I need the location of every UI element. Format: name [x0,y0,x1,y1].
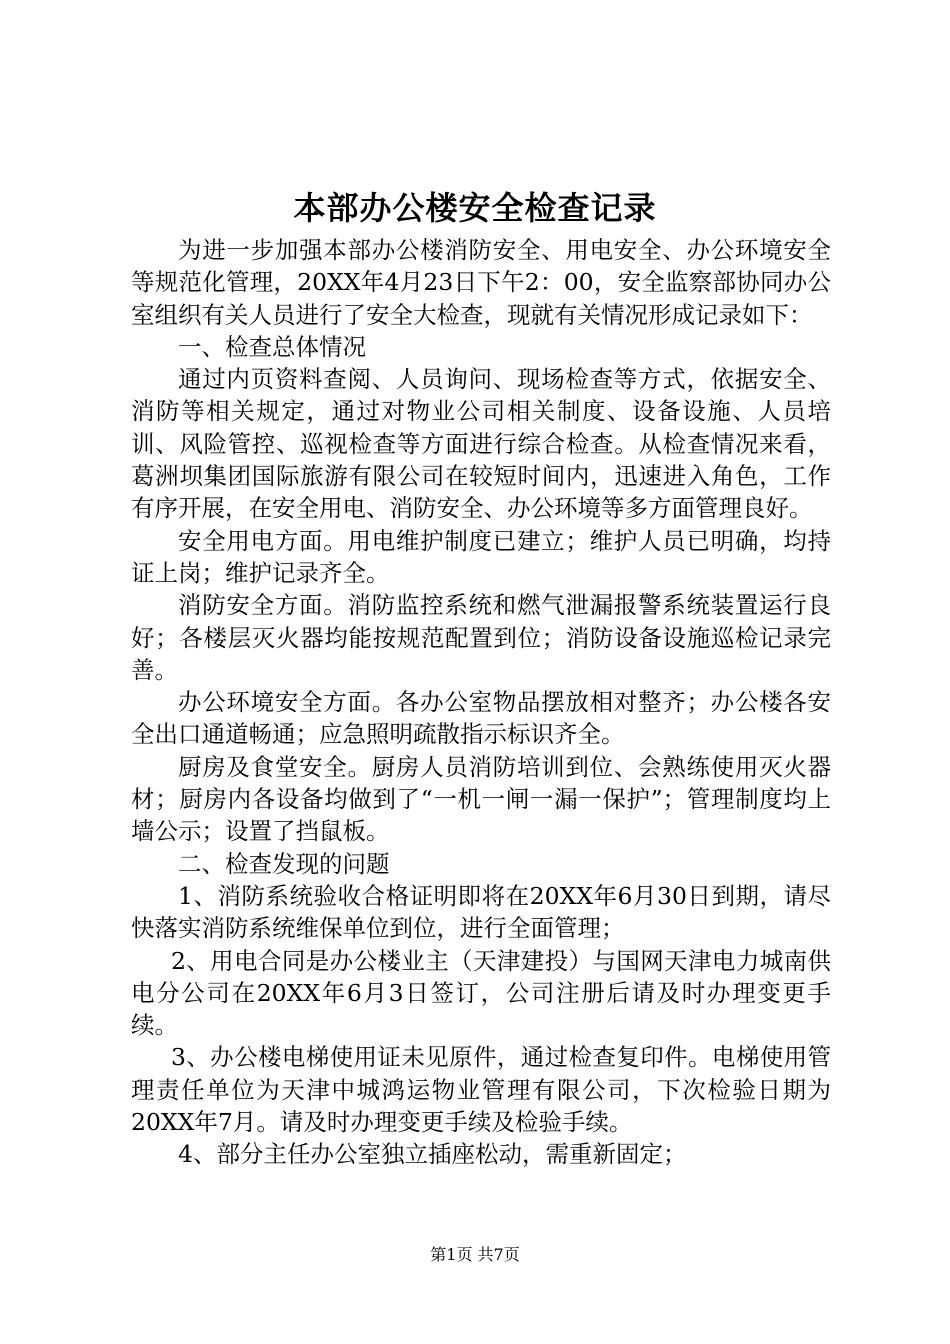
document-title: 本部办公楼安全检查记录 [293,189,657,227]
document-body [131,234,831,1171]
issue-item: 3、办公楼电梯使用证未见原件，通过检查复印件。电梯使用管理责任单位为天津中城鸿运物业管理有限公司，下次检验日期为20XX年7月。请及时办理变更手续及检验手续。 [131,1043,831,1137]
section-heading-issues: 二、检查发现的问题 [178,849,390,878]
issue-item: 4、部分主任办公室独立插座松动，需重新固定； [178,1140,687,1169]
issue-item: 1、消防系统验收合格证明即将在20XX年6月30日到期，请尽快落实消防系统维保单位到位，进行全面管理； [131,881,831,943]
office-environment-paragraph: 办公环境安全方面。各办公室物品摆放相对整齐；办公楼各安全出口通道畅通；应急照明疏散指示标识齐全。 [131,688,831,749]
issue-item: 2、用电合同是办公楼业主（天津建投）与国网天津电力城南供电分公司在20XX年6月3日签订，公司注册后请及时办理变更手续。 [131,946,831,1040]
overall-paragraph: 通过内页资料查阅、人员询问、现场检查等方式，依据安全、消防等相关规定，通过对物业公司相关制度、设备设施、人员培训、风险管控、巡视检查等方面进行综合检查。从检查情况来看，葛洲坝集团国际旅游有限公司在较短时间内，迅速进入角色，工作有序开展，在安全用电、消防安全、办公环境等多方面管理良好。 [131,365,831,523]
kitchen-safety-paragraph: 厨房及食堂安全。厨房人员消防培训到位、会熟练使用灭火器材；厨房内各设备均做到了“一机一闸一漏一保护”；管理制度均上墙公示；设置了挡鼠板。 [131,752,831,846]
section-heading-overall: 一、检查总体情况 [178,332,366,361]
fire-safety-paragraph: 消防安全方面。消防监控系统和燃气泄漏报警系统装置运行良好；各楼层灭火器均能按规范配置到位；消防设备设施巡检记录完善。 [131,591,831,684]
intro-paragraph: 为进一步加强本部办公楼消防安全、用电安全、办公环境安全等规范化管理，20XX年4月23日下午2：00，安全监察部协同办公室组织有关人员进行了安全大检查，现就有关情况形成记录如下： [131,236,831,329]
page-number: 第1页 共7页 [430,1245,520,1264]
electrical-safety-paragraph: 安全用电方面。用电维护制度已建立；维护人员已明确，均持证上岗；维护记录齐全。 [131,526,831,587]
